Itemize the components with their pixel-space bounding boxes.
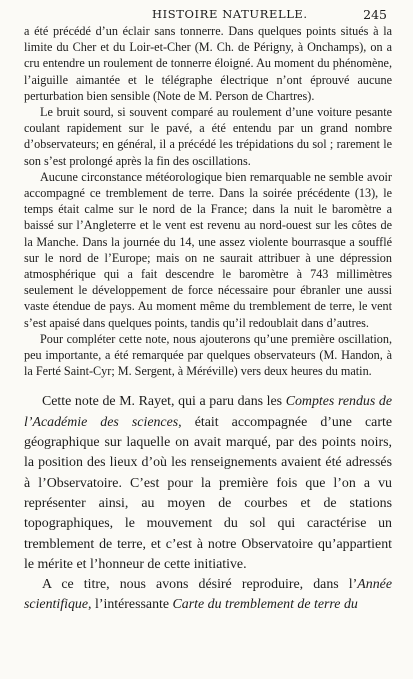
page-number: 245 <box>363 7 387 22</box>
main-paragraph-2 <box>24 575 392 616</box>
running-title: HISTOIRE NATURELLE. <box>152 7 308 21</box>
note-section <box>24 23 392 379</box>
main-paragraph-1 <box>24 392 392 575</box>
comptes-rendus-title: Comptes rendus de l’Académie des sciences <box>24 394 392 430</box>
main-paragraph-1-text-b: , était accompagnée d’une carte géographique sur laquelle on avait marqué, par des points noirs, la position des lieux d’où les renseignements avaient été adressés à l’Observatoire. C’est pour la première fois que l’on a vu représenter ainsi, au moyen de courbes et de stations topographiques, le mouvement du sol qui caractérise un tremblement de terre, et c’est à notre Observatoire qu’appartient le mérite et l’honneur de cette initiative. <box>24 414 392 572</box>
main-paragraph-2-text-b: , l’intéressante <box>88 597 173 613</box>
main-paragraph-2-text-a: A ce titre, nous avons désiré reproduire, dans l’ <box>42 577 358 593</box>
note-paragraph-1: a été précédé d’un éclair sans tonnerre. Dans quelques points situés à la limite du Cher et du Loir-et-Cher (M. Ch. de Périgny, à Onchamps), on a cru entendre un roulement de tonnerre éloigné. Au moment du phénomène, l’aiguille aimantée et le télégraphe électrique n’ont éprouvé aucune perturbation bien sensible (Note de M. Person de Chartres). <box>24 24 392 103</box>
page-body <box>24 23 392 616</box>
note-paragraph-3: Aucune circonstance météorologique bien remarquable ne semble avoir accompagné ce tremblement de terre. Dans la soirée précédente (13), le temps était calme sur le nord de la France; dans la nuit le baromètre a baissé sur l’Angleterre et le vent est revenu au nord-ouest sur les côtes de la Manche. Dans la journée du 14, une assez violente bourrasque a soufflé sur le nord de l’Europe; mais on ne saurait attribuer à une dépression atmosphérique qui a fait descendre le baromètre à 743 millimètres seulement le développement de force nécessaire pour ébranler une aussi vaste étendue de pays. Au moment même du tremblement de terre, le vent s’est apaisé dans quelques points, tandis qu’il redoublait dans d’autres. <box>24 169 392 330</box>
annee-scientifique-title: Année scientifique <box>24 577 392 613</box>
note-paragraph-4: Pour compléter cette note, nous ajouterons qu’une première oscillation, peu importante, a été remarquée par quelques observateurs (M. Handon, à la Ferté Saint-Cyr; M. Sergent, à Méréville) vers deux heures du matin. <box>24 331 392 379</box>
main-section <box>24 392 392 615</box>
main-paragraph-1-text-a: Cette note de M. Rayet, qui a paru dans les <box>42 394 286 410</box>
carte-title: Carte du tremblement de terre du <box>172 597 358 613</box>
page-header <box>0 7 413 23</box>
note-paragraph-2: Le bruit sourd, si souvent comparé au roulement d’une voiture pesante coulant rapidement sur le pavé, a été entendu par un grand nombre d’observateurs; en général, il a précédé les trépidations du sol ; rarement le son s’est prolongé après la fin des oscillations. <box>24 105 392 168</box>
